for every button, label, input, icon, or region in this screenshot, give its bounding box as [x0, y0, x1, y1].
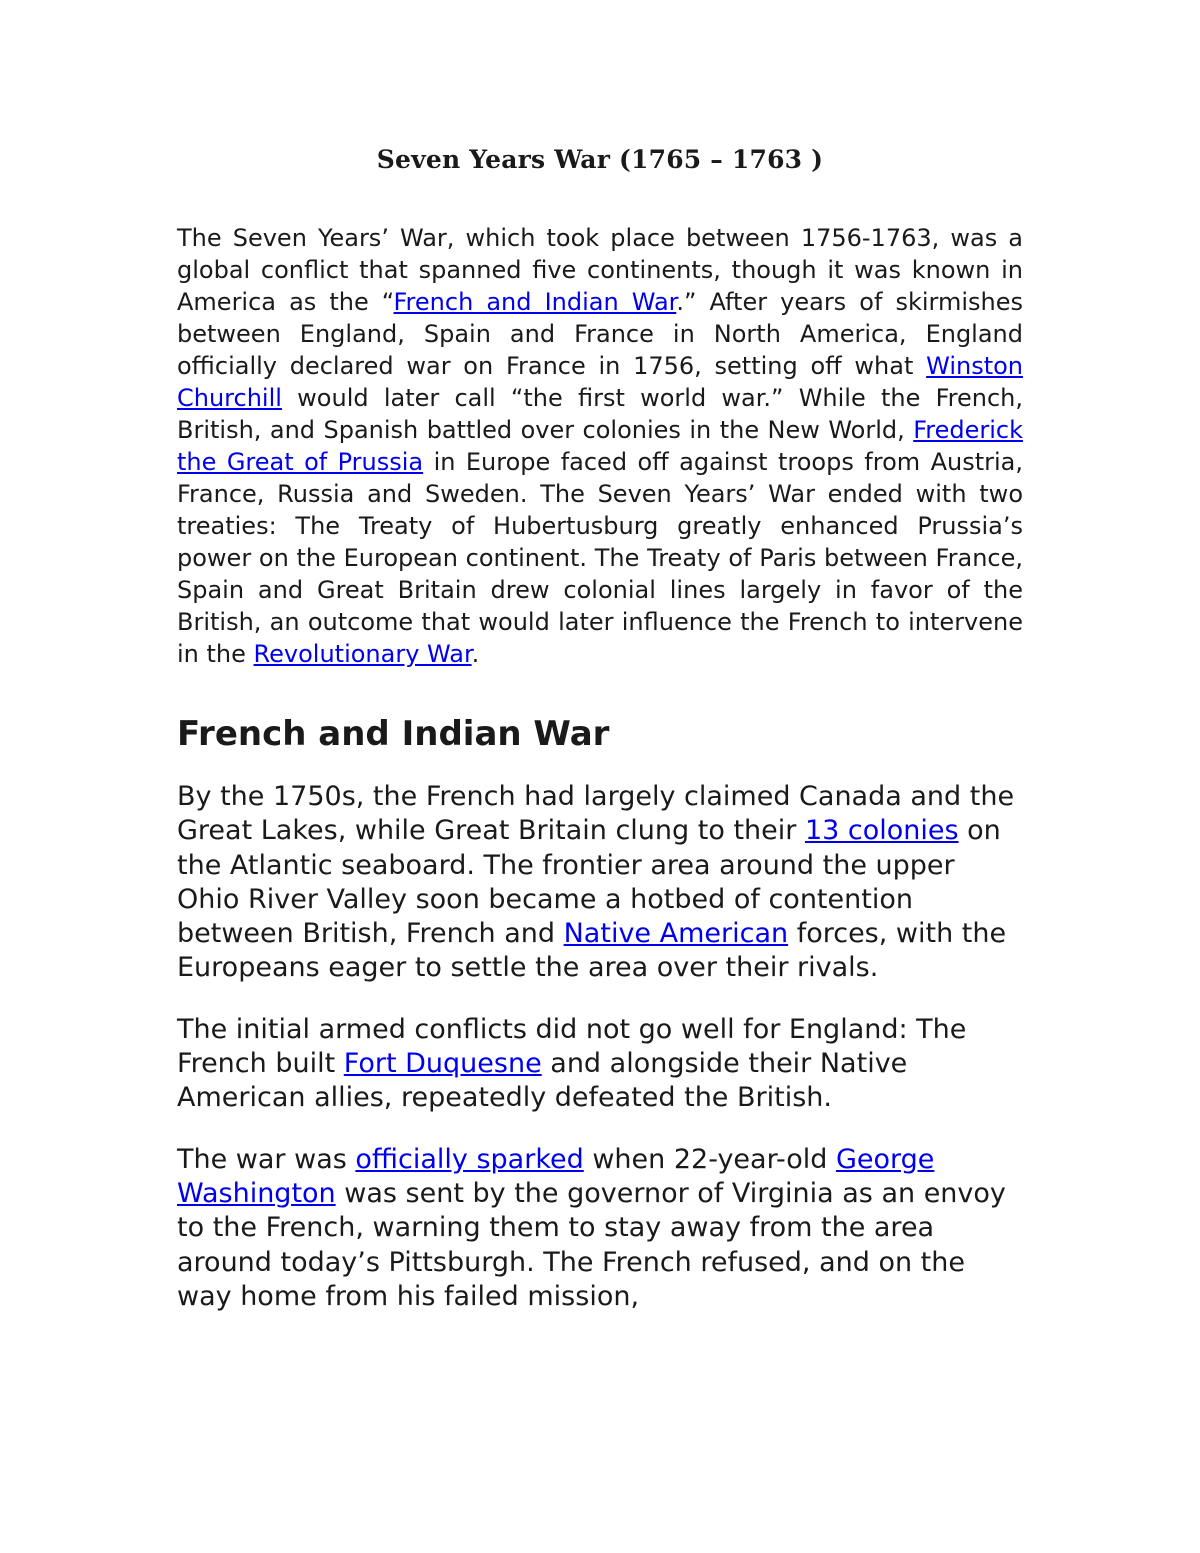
- link-george-washington[interactable]: George Washington: [177, 1143, 935, 1209]
- para3-text-1: The war was: [177, 1143, 356, 1175]
- para2-text-2: and alongside their Native American allies, repeatedly defeated the British.: [177, 1048, 908, 1114]
- link-13-colonies[interactable]: 13 colonies: [804, 815, 959, 847]
- link-fort-duquesne[interactable]: Fort Duquesne: [343, 1048, 542, 1080]
- link-revolutionary-war[interactable]: Revolutionary War: [253, 640, 472, 668]
- paragraph-2: [177, 1013, 1023, 1116]
- intro-text-5: .: [471, 640, 480, 668]
- para3-text-2: when 22-year-old: [583, 1143, 836, 1175]
- para3-text-3: was sent by the governor of Virginia as an envoy to the French, warning them to stay away from the area around today’s Pittsburgh. The French refused, and on the way home from his failed mission,: [177, 1177, 1006, 1312]
- paragraph-1: [177, 780, 1023, 986]
- para1-text-1: By the 1750s, the French had largely claimed Canada and the Great Lakes, while Great Britain clung to their: [177, 781, 1015, 847]
- intro-text-3: would later call “the first world war.” While the French, British, and Spanish battled over colonies in the New World,: [177, 384, 1023, 444]
- document-title: Seven Years War (1765 – 1763 ): [376, 145, 824, 174]
- para1-text-2: on the Atlantic seaboard. The frontier area around the upper Ohio River Valley soon became a hotbed of contention between British, French and: [177, 815, 1001, 950]
- paragraph-3: [177, 1143, 1023, 1314]
- link-french-and-indian-war[interactable]: French and Indian War: [393, 288, 677, 316]
- section-heading: French and Indian War: [177, 714, 610, 754]
- intro-text-1: The Seven Years’ War, which took place between 1756-1763, was a global conflict that spanned five continents, though it was known in America as the “: [177, 224, 1023, 316]
- link-officially-sparked[interactable]: officially sparked: [355, 1143, 584, 1175]
- intro-paragraph: [177, 222, 1023, 670]
- document-page: [177, 138, 1023, 1341]
- link-frederick-the-great[interactable]: Frederick the Great of Prussia: [177, 416, 1023, 476]
- intro-text-2: .” After years of skirmishes between England, Spain and France in North America, England officially declared war on France in 1756, setting off what: [177, 288, 1023, 380]
- link-native-american[interactable]: Native American: [563, 918, 789, 950]
- para1-text-3: forces, with the Europeans eager to settle the area over their rivals.: [177, 918, 1007, 984]
- link-winston-churchill[interactable]: Winston Churchill: [177, 352, 1023, 412]
- para2-text-1: The initial armed conflicts did not go well for England: The French built: [177, 1013, 967, 1080]
- intro-text-4: in Europe faced off against troops from Austria, France, Russia and Sweden. The Seven Years’ War ended with two treaties: The Treaty of Hubertusburg greatly enhanced Prussia’s power on the European continent. The Treaty of Paris between France, Spain and Great Britain drew colonial lines largely in favor of the British, an outcome that would later influence the French to intervene in the: [177, 448, 1023, 668]
